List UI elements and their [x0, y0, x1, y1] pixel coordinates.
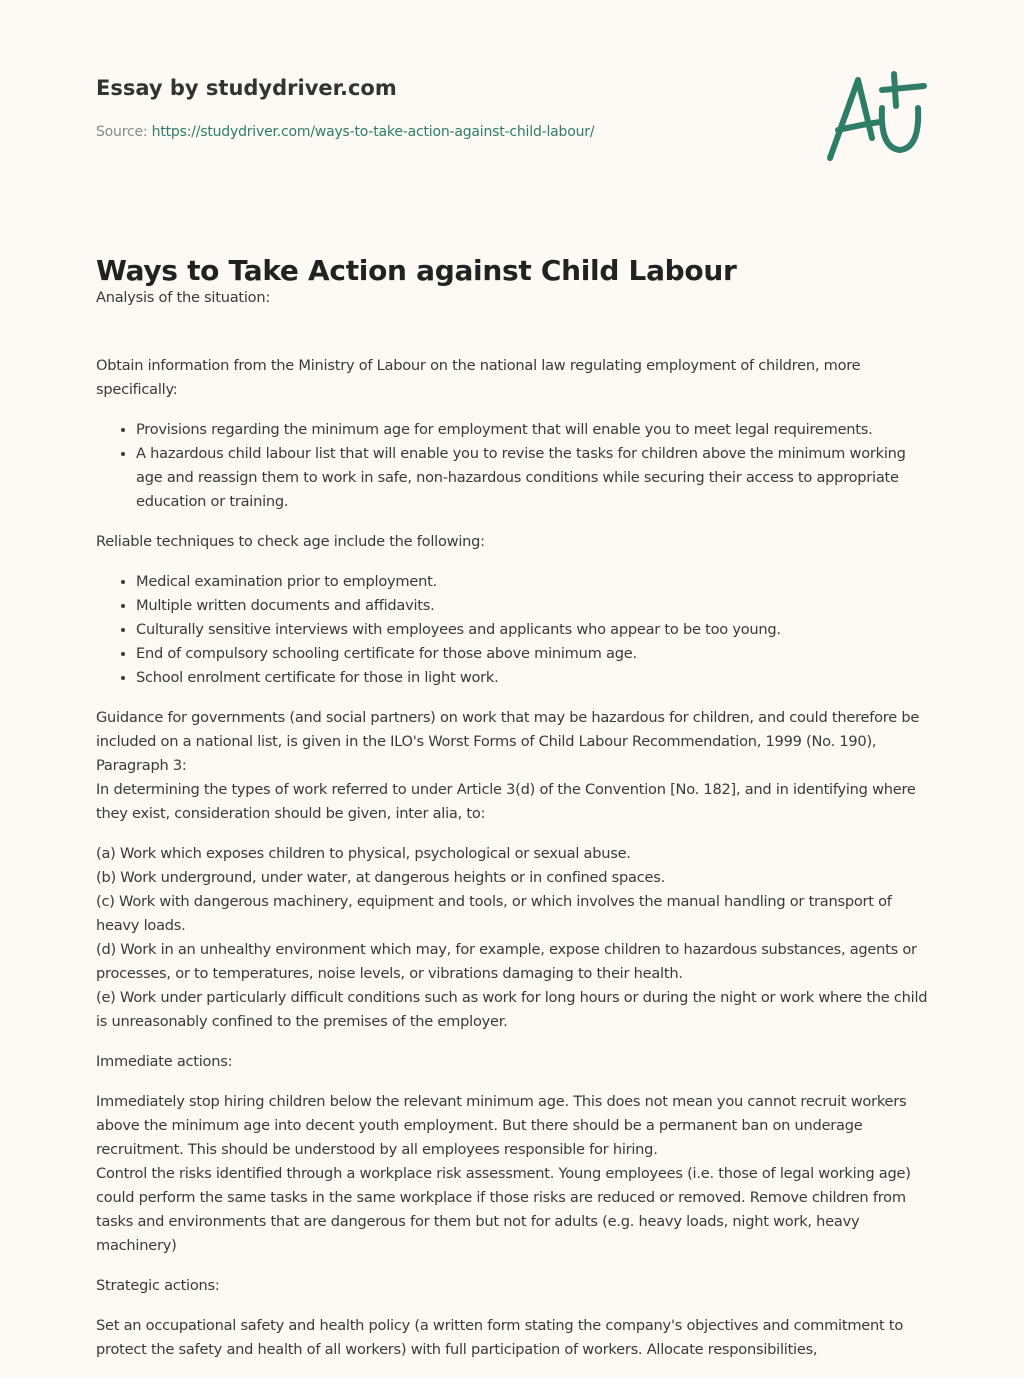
essay-body: [96, 286, 932, 1378]
text-line: (d) Work in an unhealthy environment which may, for example, expose children to hazardous substances, agents or processes, or to temperatures, noise levels, or vibrations damaging to their health.: [96, 941, 917, 982]
site-brand: Essay by studydriver.com: [96, 76, 397, 100]
paragraph: Strategic actions:: [96, 1277, 220, 1294]
list-item: • Provisions regarding the minimum age for employment that will enable you to meet legal requirements.: [136, 418, 932, 442]
bullet-list: [96, 570, 932, 690]
paragraph: Reliable techniques to check age include the following:: [96, 533, 485, 550]
paragraph: Analysis of the situation:: [96, 289, 271, 306]
paragraph: [96, 706, 932, 826]
paragraph: [96, 842, 932, 1034]
text-line: (e) Work under particularly difficult conditions such as work for long hours or during the night or work where the child is unreasonably confined to the premises of the employer.: [96, 989, 928, 1030]
paragraph: [96, 1090, 932, 1258]
text-line: Guidance for governments (and social partners) on work that may be hazardous for children, and could therefore be included on a national list, is given in the ILO's Worst Forms of Child Labour Recommendation, 1999 (No. 190), Paragraph 3:: [96, 709, 920, 774]
essay-title: Ways to Take Action against Child Labour: [96, 254, 737, 287]
text-line: (c) Work with dangerous machinery, equipment and tools, or which involves the manual handling or transport of heavy loads.: [96, 893, 892, 934]
paragraph: Set an occupational safety and health policy (a written form stating the company's objectives and commitment to protect the safety and health of all workers) with full participation of workers. Allocate responsibilities,: [96, 1317, 904, 1358]
list-item: • Medical examination prior to employment.: [136, 570, 932, 594]
text-line: (a) Work which exposes children to physical, psychological or sexual abuse.: [96, 845, 631, 862]
bullet-list: [96, 418, 932, 514]
paragraph: Immediate actions:: [96, 1053, 233, 1070]
a-plus-logo-icon: [820, 68, 930, 164]
list-item: • A hazardous child labour list that will enable you to revise the tasks for children above the minimum working age and reassign them to work in safe, non-hazardous conditions while securing their access to appropriate education or training.: [136, 442, 932, 514]
list-item: • Culturally sensitive interviews with employees and applicants who appear to be too young.: [136, 618, 932, 642]
text-line: (b) Work underground, under water, at dangerous heights or in confined spaces.: [96, 869, 665, 886]
text-line: Immediately stop hiring children below the relevant minimum age. This does not mean you cannot recruit workers above the minimum age into decent youth employment. But there should be a permanent ban on underage recruitment. This should be understood by all employees responsible for hiring.: [96, 1093, 907, 1158]
paragraph: Obtain information from the Ministry of Labour on the national law regulating employment of children, more specifically:: [96, 357, 861, 398]
text-line: In determining the types of work referred to under Article 3(d) of the Convention [No. 182], and in identifying where they exist, consideration should be given, inter alia, to:: [96, 781, 916, 822]
source-link[interactable]: https://studydriver.com/ways-to-take-action-against-child-labour/: [151, 124, 595, 140]
list-item: • Multiple written documents and affidavits.: [136, 594, 932, 618]
list-item: • School enrolment certificate for those in light work.: [136, 666, 932, 690]
source-line: [96, 124, 594, 140]
text-line: Control the risks identified through a workplace risk assessment. Young employees (i.e. those of legal working age) could perform the same tasks in the same workplace if those risks are reduced or removed. Remove children from tasks and environments that are dangerous for them but not for adults (e.g. heavy loads, night work, heavy machinery): [96, 1165, 911, 1254]
list-item: • End of compulsory schooling certificate for those above minimum age.: [136, 642, 932, 666]
source-label: Source:: [96, 124, 152, 140]
